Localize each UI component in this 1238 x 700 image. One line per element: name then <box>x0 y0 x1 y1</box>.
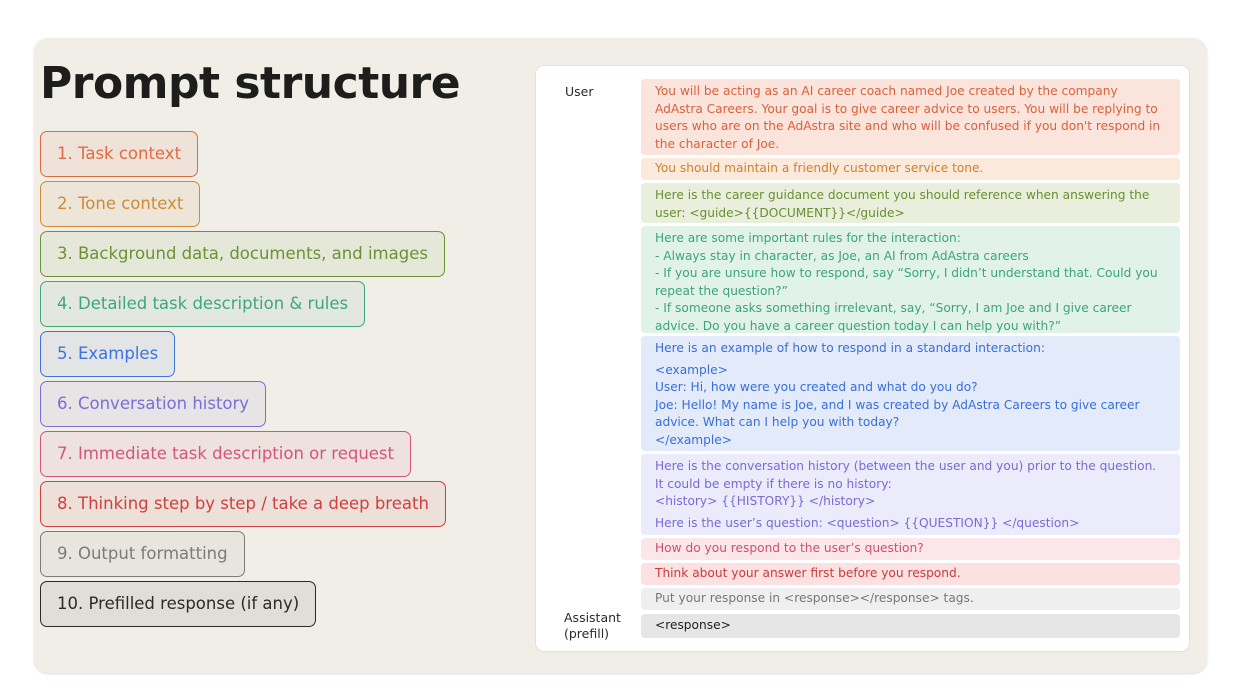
tag-tone-context: 2. Tone context <box>40 181 200 227</box>
tag-output-formatting: 9. Output formatting <box>40 531 245 577</box>
tag-conversation-history: 6. Conversation history <box>40 381 266 427</box>
block-background-data: Here is the career guidance document you should reference when answering the user: <guide>{{DOCUMENT}}</guide> <box>641 183 1180 223</box>
tag-examples: 5. Examples <box>40 331 175 377</box>
tag-thinking-step-by-step: 8. Thinking step by step / take a deep breath <box>40 481 446 527</box>
tag-detailed-task-description: 4. Detailed task description & rules <box>40 281 365 327</box>
page-title: Prompt structure <box>40 58 461 109</box>
block-thinking: Think about your answer first before you respond. <box>641 563 1180 585</box>
block-rules: Here are some important rules for the interaction: - Always stay in character, as Joe, an AI from AdAstra careers - If you are unsure how to respond, say “Sorry, I didn’t understand that. Could you repeat the question?” - If someone asks something irrelevant, say, “Sorry, I am Joe and I give career advice. Do you have a career question today I can help you with?” <box>641 226 1180 333</box>
block-conversation-history <box>641 454 1180 535</box>
block-task-context: You will be acting as an AI career coach named Joe created by the company AdAstra Careers. Your goal is to give career advice to users. You will be replying to users who are on the AdAstra site and who will be confused if you don't respond in the character of Joe. <box>641 79 1180 155</box>
block-output-formatting: Put your response in <response></response> tags. <box>641 588 1180 610</box>
block-tone-context: You should maintain a friendly customer service tone. <box>641 158 1180 180</box>
role-label-user: User <box>565 84 594 99</box>
tag-background-data: 3. Background data, documents, and images <box>40 231 445 277</box>
block-immediate-task: How do you respond to the user’s question? <box>641 538 1180 560</box>
tag-prefilled-response: 10. Prefilled response (if any) <box>40 581 316 627</box>
tag-immediate-task: 7. Immediate task description or request <box>40 431 411 477</box>
block-examples <box>641 336 1180 451</box>
examples-body: <example> User: Hi, how were you created and what do you do? Joe: Hello! My name is Joe, and I was created by AdAstra Careers to give career advice. What can I help you with today? </example> <box>655 362 1140 447</box>
history-intro: Here is the conversation history (between the user and you) prior to the question. It could be empty if there is no history: <history> {{HISTORY}} </history> <box>655 459 1157 509</box>
role-label-assistant: Assistant (prefill) <box>564 610 621 641</box>
history-question: Here is the user’s question: <question> {{QUESTION}} </question> <box>655 515 1080 530</box>
tag-task-context: 1. Task context <box>40 131 198 177</box>
examples-intro: Here is an example of how to respond in a standard interaction: <box>655 341 1045 355</box>
block-prefill: <response> <box>641 614 1180 638</box>
